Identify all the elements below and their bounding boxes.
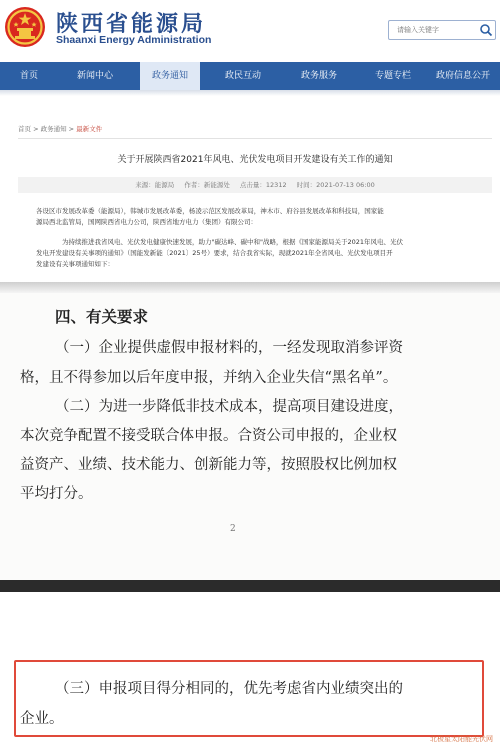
document-line: 平均打分。 [20, 486, 93, 502]
main-nav [0, 62, 500, 90]
page-break-bar [0, 580, 500, 592]
search-icon[interactable] [478, 22, 494, 38]
document-heading: 四、有关要求 [55, 308, 149, 326]
divider [18, 138, 492, 139]
breadcrumb-separator: > [31, 125, 41, 133]
highlight-box [14, 660, 484, 737]
document-line: （一）企业提供虚假申报材料的，一经发现取消参评资 [55, 340, 403, 356]
intro-line: 发电开发建设有关事项的通知》（国能发新能〔2021〕25号）要求，结合我省实际，现就2021年全省风电、光伏发电项目开 [36, 249, 393, 257]
recipients-line: 各设区市发展改革委（能源局），韩城市发展改革委，杨凌示范区发展改革局，神木市、府谷县发展改革和科技局，国家能 [36, 207, 384, 215]
meta-views: 点击量：12312 [239, 181, 287, 189]
nav-item-home[interactable]: 首页 [19, 71, 38, 81]
nav-item-topics[interactable]: 专题专栏 [374, 71, 411, 81]
nav-item-notices[interactable]: 政务通知 [140, 62, 200, 90]
document-line: 本次竞争配置不接受联合体申报。合资公司申报的，企业权 [20, 428, 397, 444]
breadcrumb-separator: > [66, 125, 77, 133]
document-line: 格，且不得参加以后年度申报，并纳入企业失信“黑名单”。 [20, 370, 398, 386]
nav-item-info-disclosure[interactable]: 政府信息公开 [436, 71, 491, 81]
nav-item-news[interactable]: 新闻中心 [76, 71, 113, 81]
breadcrumb-home[interactable]: 首页 [18, 125, 31, 133]
breadcrumb-current[interactable]: 最新文件 [76, 125, 103, 133]
recipients-line: 源局西北监管局，国网陕西省电力公司，陕西省地方电力（集团）有限公司： [36, 218, 257, 226]
search-input[interactable] [389, 21, 481, 39]
nav-divider [0, 90, 500, 96]
breadcrumb-section[interactable]: 政务通知 [40, 125, 67, 133]
site-header [0, 0, 500, 58]
article-meta [18, 177, 492, 193]
intro-line: 为持续推进我省风电、光伏发电健康快速发展，助力"碳达峰、碳中和"战略，根据《国家能源局关于2021年风电、光伏 [62, 238, 404, 246]
document-line: （二）为进一步降低非技术成本，提高项目建设进度， [55, 399, 403, 415]
breadcrumb [18, 124, 102, 133]
page-number: 2 [230, 524, 236, 534]
highlighted-line: 企业。 [20, 711, 64, 727]
article-title: 关于开展陕西省2021年风电、光伏发电项目开发建设有关工作的通知 [117, 155, 393, 165]
meta-source: 来源：能源局 [135, 181, 175, 189]
site-name[interactable]: 陕西省能源局 [56, 12, 207, 37]
watermark: 北极星太阳能光伏网 [430, 735, 493, 743]
document-line: 益资产、业绩、技术能力、创新能力等，按照股权比例加权 [20, 457, 397, 473]
document-scan [0, 293, 500, 593]
highlighted-line: （三）申报项目得分相同的，优先考虑省内业绩突出的 [55, 681, 403, 697]
nav-item-interaction[interactable]: 政民互动 [224, 71, 261, 81]
national-emblem-icon [4, 6, 46, 48]
intro-line: 发建设有关事项通知如下： [36, 260, 114, 268]
meta-time: 时间：2021-07-13 06:00 [296, 181, 375, 189]
meta-author: 作者：新能源处 [184, 181, 230, 189]
nav-item-services[interactable]: 政务服务 [300, 71, 337, 81]
search-box [388, 20, 496, 40]
site-name-english: Shaanxi Energy Administration [56, 34, 212, 46]
